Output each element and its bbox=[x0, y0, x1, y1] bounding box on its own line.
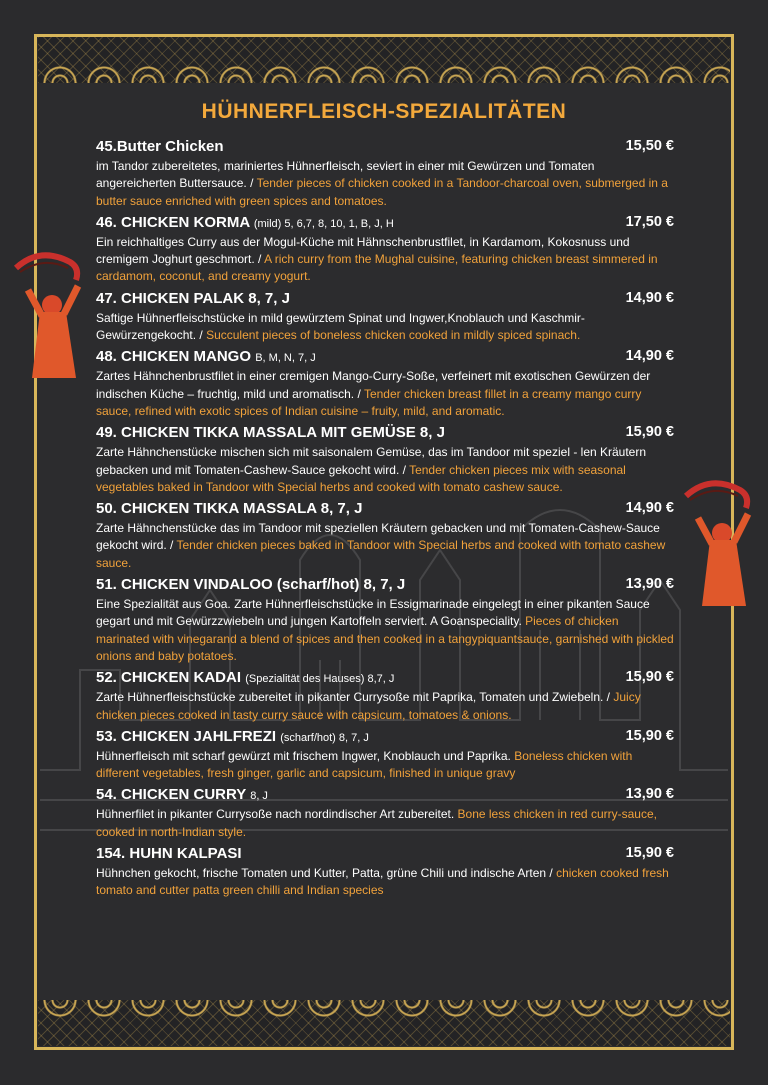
description-english: Pieces of chicken marinated with vinegarand a blend of spices and then cooked in a tangypiquantsauce, garnished with pickled onions and baby potatoes. bbox=[96, 614, 674, 663]
ornament-border-top bbox=[38, 37, 730, 83]
dish-price: 14,90 € bbox=[625, 500, 674, 517]
description-english: Succulent pieces of boneless chicken cooked in mildly spiced spinach. bbox=[206, 328, 581, 343]
dish-name: 52. CHICKEN KADAI bbox=[96, 669, 242, 687]
description-english: Bone less chicken in red curry-sauce, cooked in north-Indian style. bbox=[96, 807, 657, 839]
description-english: A rich curry from the Mughal cuisine, featuring chicken breast simmered in cardamom, coconut, and creamy yogurt. bbox=[96, 252, 658, 284]
description-german: Zarte Hähnchenstücke das im Tandoor mit speziellen Kräutern gebacken und mit Tomaten-Cashew-Sauce gekocht wird. / bbox=[96, 521, 660, 553]
dish-price: 14,90 € bbox=[625, 289, 674, 306]
dish-price: 15,90 € bbox=[625, 669, 674, 686]
dish-title bbox=[96, 289, 674, 310]
description-english: Juicy chicken pieces cooked in tasty curry sauce with capsicum, tomatoes & onions. bbox=[96, 690, 641, 722]
dish-name: 48. CHICKEN MANGO bbox=[96, 348, 252, 366]
dish-allergen-note: (Spezialität des Hauses) 8,7, J bbox=[245, 673, 395, 686]
dish-description bbox=[96, 310, 674, 345]
dish-allergen-note: (scharf/hot) 8, 7, J bbox=[280, 731, 369, 744]
description-german: Ein reichhaltiges Curry aus der Mogul-Küche mit Hähnschenbrustfilet, in Kardamom, Kokosnuss und cremigem Joghurt geschmort. / bbox=[96, 234, 630, 267]
description-english: Tender chicken pieces baked in Tandoor with Special herbs and cooked with tomato cashew sauce. bbox=[96, 538, 666, 570]
dish-title bbox=[96, 668, 674, 689]
dish-title bbox=[96, 347, 674, 368]
dish-title bbox=[96, 844, 674, 865]
description-english: chicken cooked fresh tomato and cutter patta green chilli and Indian species bbox=[96, 866, 669, 898]
description-german: Eine Spezialität aus Goa. Zarte Hühnerfleischstücke in Essigmarinade eingelegt in einer pikanten Sauce gegart und mit Gewürzzwiebeln und jungen Kartoffeln serviert. A Goanspeciality. bbox=[96, 597, 650, 629]
dish-allergen-note: (mild) 5, 6,7, 8, 10, 1, B, J, H bbox=[253, 217, 394, 230]
dish-description bbox=[96, 158, 674, 210]
description-english: Tender pieces of chicken cooked in a Tandoor-charcoal oven, submerged in a butter sauce enriched with green spices and tomatoes. bbox=[96, 176, 668, 208]
dish-price: 15,90 € bbox=[625, 424, 674, 441]
description-german: Hühnerfleisch mit scharf gewürzt mit frischem Ingwer, Knoblauch und Paprika. bbox=[96, 748, 511, 763]
menu-item bbox=[96, 499, 674, 572]
menu-item bbox=[96, 423, 674, 496]
dish-name: 154. HUHN KALPASI bbox=[96, 845, 242, 863]
dish-name: 51. CHICKEN VINDALOO (scharf/hot) 8, 7, J bbox=[96, 576, 406, 594]
menu-item bbox=[96, 575, 674, 665]
dish-description bbox=[96, 234, 674, 286]
dish-description bbox=[96, 520, 674, 572]
dish-description bbox=[96, 444, 674, 496]
dish-title bbox=[96, 499, 674, 520]
dish-title bbox=[96, 423, 674, 444]
menu-item bbox=[96, 668, 674, 724]
menu-list bbox=[96, 137, 674, 903]
dish-price: 14,90 € bbox=[625, 348, 674, 365]
dish-name: 54. CHICKEN CURRY bbox=[96, 786, 247, 804]
description-german: Zarte Hühnerfleischstücke zubereitet in pikanter Currysoße mit Paprika, Tomaten und Zwiebeln. / bbox=[96, 690, 611, 705]
dancer-illustration-right bbox=[680, 478, 760, 608]
dish-description bbox=[96, 748, 674, 783]
description-german: Saftige Hühnerfleischstücke in mild gewürztem Spinat und Ingwer,Knoblauch und Kaschmir-Gewürzengekocht. / bbox=[96, 310, 585, 343]
ornament-border-bottom bbox=[38, 1000, 730, 1046]
menu-item bbox=[96, 727, 674, 783]
dish-name: 45.Butter Chicken bbox=[96, 138, 224, 155]
menu-item bbox=[96, 289, 674, 345]
dish-title bbox=[96, 137, 674, 158]
dancer-illustration-left bbox=[10, 250, 90, 380]
description-german: Hühnchen gekocht, frische Tomaten und Kutter, Patta, grüne Chili und indische Arten / bbox=[96, 866, 553, 881]
description-english: Boneless chicken with different vegetables, fresh ginger, garlic and capsicum, finished in unique gravy bbox=[96, 748, 633, 781]
menu-item bbox=[96, 785, 674, 841]
dish-price: 13,90 € bbox=[625, 576, 674, 593]
menu-item bbox=[96, 347, 674, 420]
dish-title bbox=[96, 727, 674, 748]
dish-price: 15,90 € bbox=[625, 727, 674, 744]
dish-name: 50. CHICKEN TIKKA MASSALA 8, 7, J bbox=[96, 500, 363, 518]
description-german: Zarte Hähnchenstücke mischen sich mit saisonalem Gemüse, das im Tandoor mit speziel - len Kräutern gebacken und mit Tomaten-Cashew-Sauce gekocht wird. / bbox=[96, 445, 647, 477]
description-german: im Tandor zubereitetes, mariniertes Hühnerfleisch, seviert in einer mit Gewürzen und Tomaten angereicherten Buttersauce. / bbox=[96, 159, 595, 191]
dish-name: 49. CHICKEN TIKKA MASSALA MIT GEMÜSE 8, J bbox=[96, 424, 445, 442]
dish-title bbox=[96, 575, 674, 596]
description-german: Zartes Hähnchenbrustfilet in einer cremigen Mango-Curry-Soße, verfeinert mit exotischen Gewürzen der indischen Küche – fruchtig, mild und aromatisch. / bbox=[96, 369, 651, 401]
menu-item bbox=[96, 137, 674, 210]
dish-description bbox=[96, 806, 674, 841]
description-german: Hühnerfilet in pikanter Currysoße nach nordindischer Art zubereitet. bbox=[96, 807, 455, 822]
dish-description bbox=[96, 689, 674, 724]
dish-allergen-note: 8, J bbox=[250, 790, 268, 803]
description-english: Tender chicken pieces mix with seasonal vegetables baked in Tandoor with Special herbs and cooked with tomato cashew sauce. bbox=[96, 462, 626, 494]
dish-name: 47. CHICKEN PALAK 8, 7, J bbox=[96, 289, 290, 307]
dish-price: 17,50 € bbox=[625, 213, 674, 230]
dish-price: 15,90 € bbox=[625, 845, 674, 862]
description-english: Tender chicken breast fillet in a creamy mango curry sauce, refined with exotic spices of Indian cuisine – fruity, mild, and aromatic. bbox=[96, 386, 642, 418]
dish-description bbox=[96, 865, 674, 900]
dish-price: 15,50 € bbox=[625, 138, 674, 154]
dish-title bbox=[96, 785, 674, 806]
dish-price: 13,90 € bbox=[625, 786, 674, 803]
dish-allergen-note: B, M, N, 7, J bbox=[255, 352, 316, 365]
dish-title bbox=[96, 213, 674, 234]
menu-item bbox=[96, 213, 674, 286]
dish-description bbox=[96, 368, 674, 420]
page-title: HÜHNERFLEISCH-SPEZIALITÄTEN bbox=[201, 100, 567, 123]
dish-name: 53. CHICKEN JAHLFREZI bbox=[96, 727, 277, 745]
menu-item bbox=[96, 844, 674, 900]
dish-name: 46. CHICKEN KORMA bbox=[96, 213, 250, 231]
dish-description bbox=[96, 596, 674, 665]
